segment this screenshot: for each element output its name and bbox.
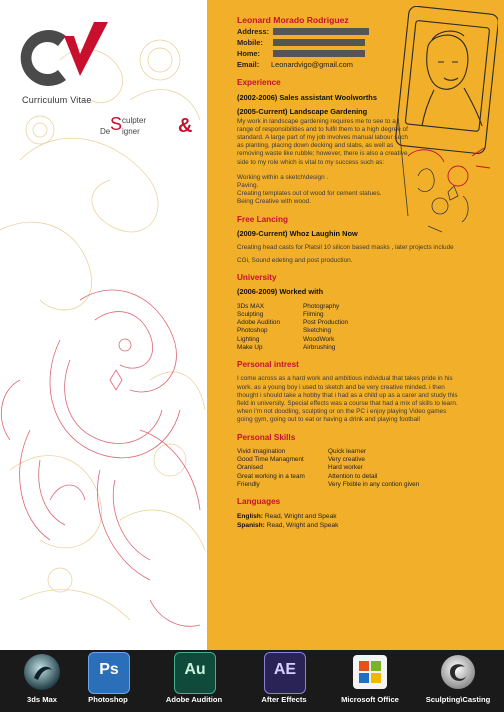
phone-sketch-illustration: [388, 6, 498, 246]
software-dock: [0, 650, 504, 712]
interest-text: I come across as a hard work and ambitious individual that takes pride in his work. as a young boy i used to sketch and be very creative minded. i then thought i should take a hobby that i had as a child up as a carer and study this field in university. Special effects was a course that had a mix of skills to learn. when i'm not doodling, sculpting or on the PC i enjoy playing Video games going gym, going out to eat or having a drink and playing football: [237, 375, 458, 424]
sculpting-icon: [438, 652, 478, 692]
personal-skills: Vivid imagination Quick learner Good Time Managment Very creative Oranised Hard worker Great working in a team Attention to detail Friendly Very Flxible in any contion given: [237, 447, 420, 488]
email-value[interactable]: Leonardvigo@gmail.com: [271, 60, 353, 70]
university-skills: 3Ds MAX Photography Sculpting Filming Adobe Audition Post Production Photoshop Sketching Lighting WoodWork Make Up Airbrushing: [237, 302, 349, 351]
landscape-list: Working within a sketch\design . Paving. Creating templates out of wood for cement statues. Being Creative with wood.: [237, 173, 382, 206]
languages-heading: Languages: [237, 496, 281, 506]
mobile-row: Mobile:: [237, 37, 497, 48]
skills-heading: Personal Skills: [237, 432, 296, 442]
dock-item-photoshop[interactable]: Ps Photoshop: [68, 650, 148, 712]
audition-icon: Au: [174, 652, 216, 694]
home-row: Home:: [237, 48, 497, 59]
3ds-max-icon: [22, 652, 62, 692]
dock-item-3ds-max[interactable]: 3ds Max: [2, 650, 82, 712]
dock-item-office[interactable]: Microsoft Office: [330, 650, 410, 712]
university-years: (2006-2009) Worked with: [237, 287, 324, 297]
experience-heading: Experience: [237, 78, 281, 88]
address-row: Address:: [237, 26, 497, 37]
dock-item-audition[interactable]: Au Adobe Audition: [154, 650, 234, 712]
dock-item-sculpting[interactable]: Sculpting\Casting: [418, 650, 498, 712]
after-effects-icon: AE: [264, 652, 306, 694]
landscape-description: My work in landscape gardening requires me to see to a range of responsibilities and to fulfil them to a high degree of standard. A large part of my job involves manual labour such as planting, placing down decking and slabs, as well as removing waste like rubble; however, there is also a creative side to my role which is vital to my success such as:: [237, 117, 408, 166]
candidate-name: Leonard Morado Rodriguez: [237, 15, 349, 25]
language-spanish: Spanish: Read, Wright and Speak: [237, 522, 339, 530]
email-row: Email: Leonardvigo@gmail.com: [237, 60, 353, 70]
freelance-description: Creating head casts for Platsil 10 silicon based masks , later projects include CGi, Sound edeting and post production.: [237, 244, 454, 264]
redacted-mobile: [273, 39, 365, 46]
job-woolworths: (2002-2006) Sales assistant Woolworths: [237, 92, 377, 102]
logo-subtitle: Curriculum Vitae: [22, 95, 92, 105]
university-heading: University: [237, 272, 277, 282]
job-landscape: (2005-Current) Landscape Gardening: [237, 107, 368, 117]
cv-logo-icon: [14, 18, 114, 98]
language-english: English: Read, Wright and Speak: [237, 513, 337, 521]
tagline: De S culpter igner &: [100, 114, 193, 137]
redacted-address: [273, 28, 369, 35]
left-decor-panel: [0, 0, 207, 650]
dock-item-after-effects[interactable]: AE After Effects: [244, 650, 324, 712]
freelance-heading: Free Lancing: [237, 214, 288, 224]
interest-heading: Personal intrest: [237, 359, 299, 369]
redacted-home: [273, 50, 365, 57]
photoshop-icon: Ps: [88, 652, 130, 694]
office-icon: [350, 652, 390, 692]
job-whoz-laughin: (2009-Current) Whoz Laughin Now: [237, 229, 358, 239]
